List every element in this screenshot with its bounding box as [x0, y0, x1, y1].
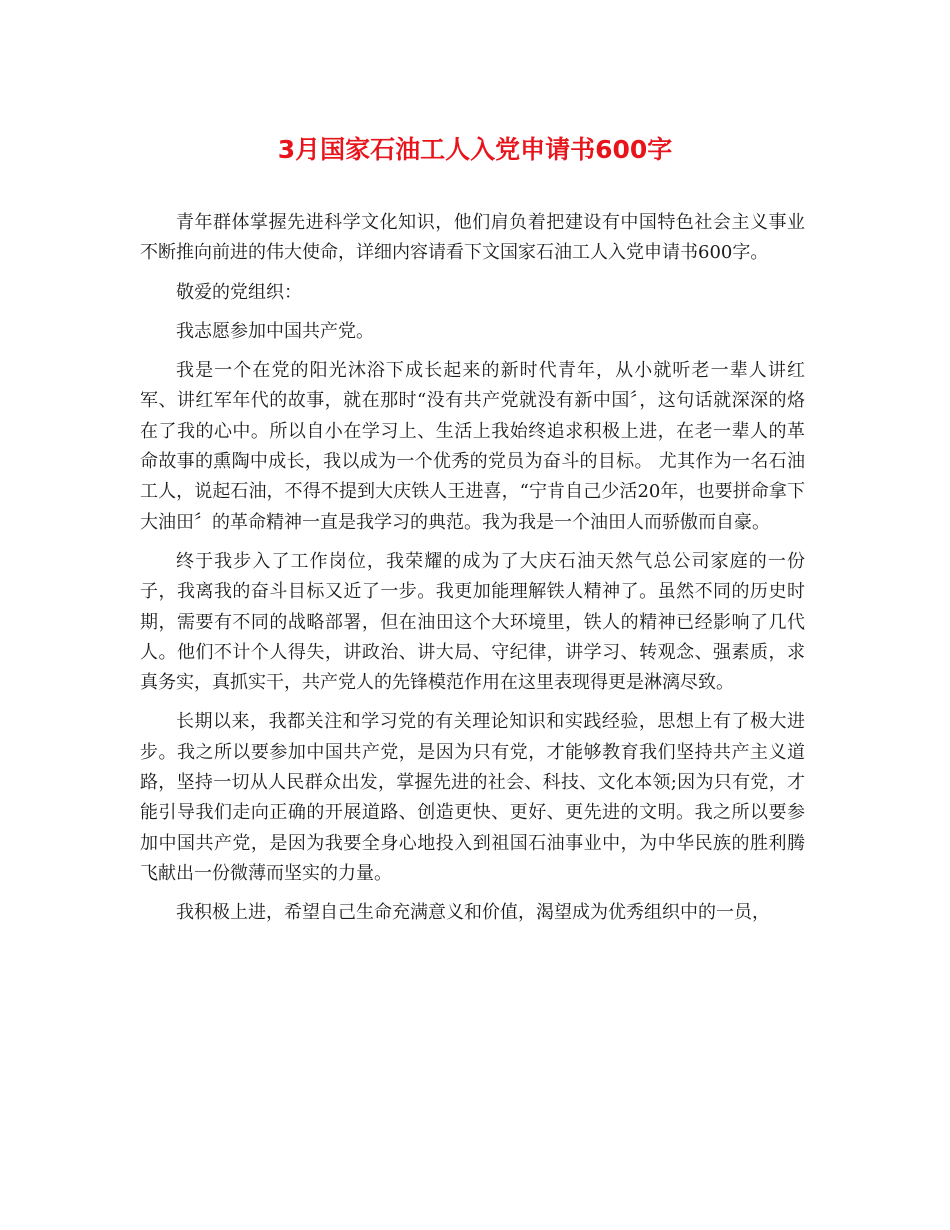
background-paragraph: 我是一个在党的阳光沐浴下成长起来的新时代青年，从小就听老一辈人讲红军、讲红军年代的故事，就在那时“没有共产党就没有新中国〞，这句话就深深的烙在了我的心中。所以自小在学习上、生活上我始终追求积极上进，在老一辈人的革命故事的熏陶中成长，我以成为一个优秀的党员为奋斗的目标。 尤其作为一名石油工人，说起石油，不得不提到大庆铁人王进喜，“宁肯自己少活20年，也要拼命拿下大油田〞的革命精神一直是我学习的典范。我为我是一个油田人而骄傲而自豪。: [140, 360, 805, 533]
aspiration-paragraph: 我积极上进，希望自己生命充满意义和价值，渴望成为优秀组织中的一员，: [176, 902, 770, 924]
document-title: 3月国家石油工人入党申请书600字: [277, 135, 673, 164]
intro-paragraph: 青年群体掌握先进科学文化知识，他们肩负着把建设有中国特色社会主义事业不断推向前进的伟大使命，详细内容请看下文国家石油工人入党申请书600字。: [140, 212, 805, 264]
reason-paragraph: 长期以来，我都关注和学习党的有关理论知识和实践经验，思想上有了极大进步。我之所以要参加中国共产党，是因为只有党，才能够教育我们坚持共产主义道路，坚持一切从人民群众出发，掌握先进的社会、科技、文化本领;因为只有党，才能引导我们走向正确的开展道路、创造更快、更好、更先进的文明。我之所以要参加中国共产党，是因为我要全身心地投入到祖国石油事业中，为中华民族的胜利腾飞献出一份微薄而坚实的力量。: [140, 711, 805, 884]
salutation: 敬爱的党组织：: [176, 281, 302, 303]
statement-paragraph: 我志愿参加中国共产党。: [176, 320, 374, 342]
document-body: [140, 208, 805, 938]
work-paragraph: 终于我步入了工作岗位，我荣耀的成为了大庆石油天然气总公司家庭的一份子，我离我的奋斗目标又近了一步。我更加能理解铁人精神了。虽然不同的历史时期，需要有不同的战略部署，但在油田这个大环境里，铁人的精神已经影响了几代人。他们不计个人得失，讲政治、讲大局、守纪律，讲学习、转观念、强素质，求真务实，真抓实干，共产党人的先锋模范作用在这里表现得更是淋漓尽致。: [140, 550, 805, 694]
